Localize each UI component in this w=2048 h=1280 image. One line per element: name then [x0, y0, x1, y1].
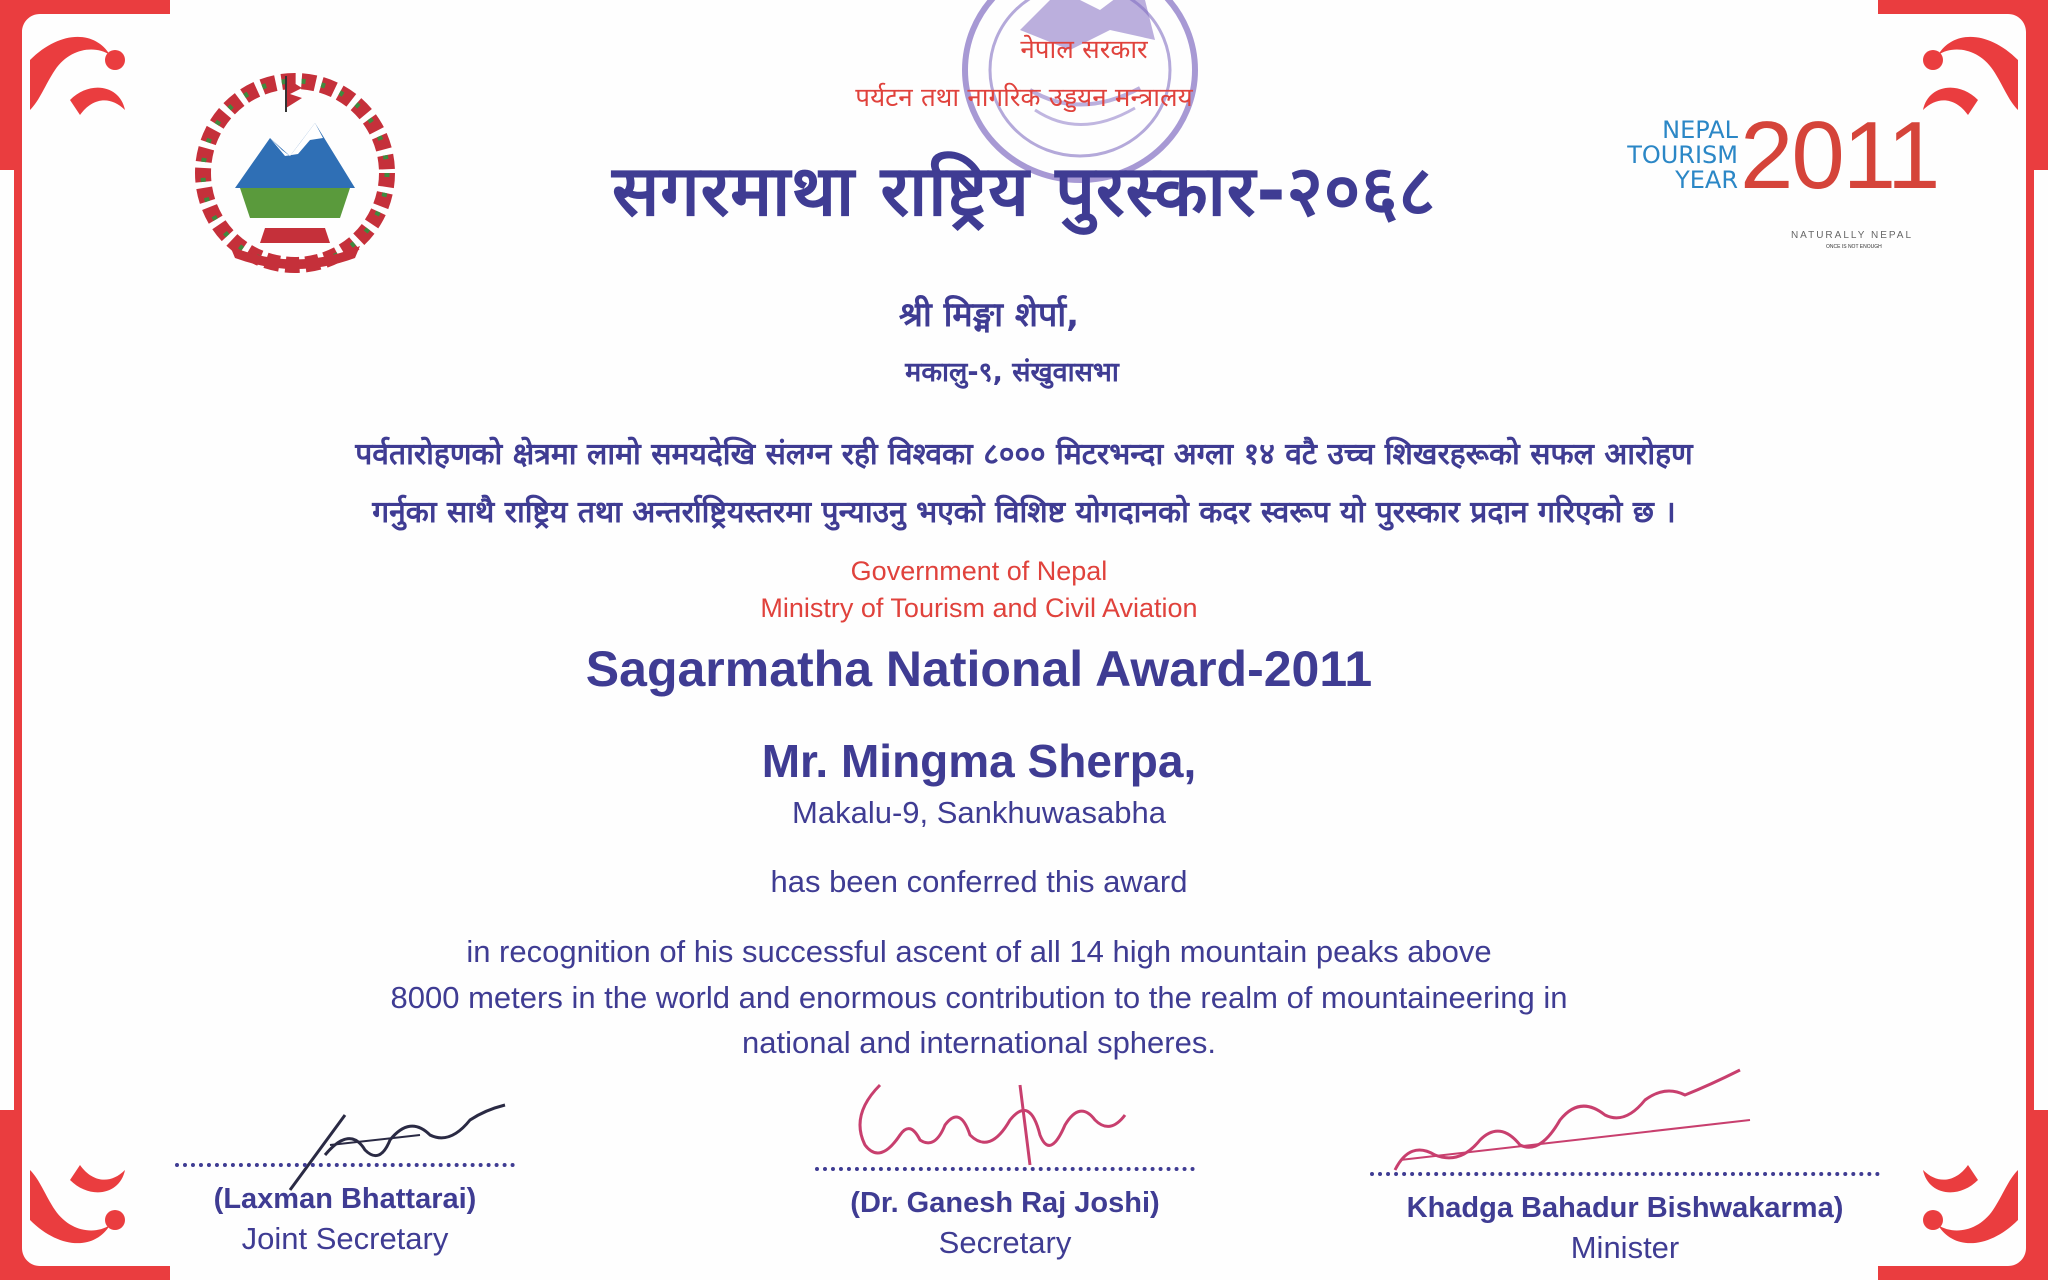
- logo-tagline-small: ONCE IS NOT ENOUGH: [1826, 244, 1882, 250]
- nepali-address: मकालु-९, संखुवासभा: [905, 357, 1119, 388]
- signatory-title: Joint Secretary: [241, 1221, 449, 1256]
- logo-line-year: YEAR: [1675, 166, 1738, 194]
- signatory-name: (Laxman Bhattarai): [213, 1183, 477, 1215]
- english-citation-line1: in recognition of his successful ascent of all 14 high mountain peaks above: [466, 934, 1492, 969]
- signature-line: [175, 1163, 515, 1167]
- english-citation-line2: 8000 meters in the world and enormous contribution to the realm of mountaineering in: [390, 980, 1568, 1015]
- signature-line: [1370, 1172, 1880, 1176]
- logo-year: 2011: [1740, 102, 1939, 209]
- nepali-award-title: सगरमाथा राष्ट्रिय पुरस्कार-२०६८: [611, 150, 1437, 232]
- signatory-title: Secretary: [938, 1225, 1072, 1260]
- nepali-ministry: पर्यटन तथा नागरिक उड्डयन मन्त्रालय: [855, 83, 1193, 113]
- signature-line: [815, 1167, 1195, 1171]
- signatory-name: (Dr. Ganesh Raj Joshi): [850, 1187, 1160, 1219]
- english-citation-line3: national and international spheres.: [742, 1025, 1216, 1060]
- logo-line-tourism: TOURISM: [1627, 141, 1738, 169]
- nepali-citation-line1: पर्वतारोहणको क्षेत्रमा लामो समयदेखि संलग्न रही विश्वका ८००० मिटरभन्दा अग्ला १४ वटै उच्च शिखरहरूको सफल आरोहण: [355, 437, 1693, 472]
- signatory-title: Minister: [1570, 1230, 1680, 1265]
- logo-tagline: NATURALLY NEPAL: [1790, 230, 1914, 241]
- english-conferred: has been conferred this award: [770, 864, 1188, 899]
- english-award-title: Sagarmatha National Award-2011: [585, 641, 1373, 697]
- signature-bishwakarma: [1380, 1060, 1760, 1180]
- nepali-citation-line2: गर्नुका साथै राष्ट्रिय तथा अन्तर्राष्ट्रियस्तरमा पुन्याउनु भएको विशिष्ट योगदानको कदर स्वरूप यो पुरस्कार प्रदान गरिएको छ ।: [372, 495, 1676, 530]
- nepali-government: नेपाल सरकार: [1020, 35, 1148, 65]
- logo-line-nepal: NEPAL: [1662, 116, 1738, 144]
- english-address: Makalu-9, Sankhuwasabha: [792, 795, 1166, 830]
- english-ministry: Ministry of Tourism and Civil Aviation: [760, 593, 1198, 623]
- english-government: Government of Nepal: [850, 556, 1108, 586]
- signature-joshi: [840, 1065, 1170, 1175]
- nepali-recipient: श्री मिङ्मा शेर्पा,: [898, 295, 1080, 335]
- signature-bhattarai: [270, 1085, 520, 1195]
- english-recipient: Mr. Mingma Sherpa,: [761, 735, 1197, 787]
- signatory-name: Khadga Bahadur Bishwakarma): [1406, 1192, 1844, 1224]
